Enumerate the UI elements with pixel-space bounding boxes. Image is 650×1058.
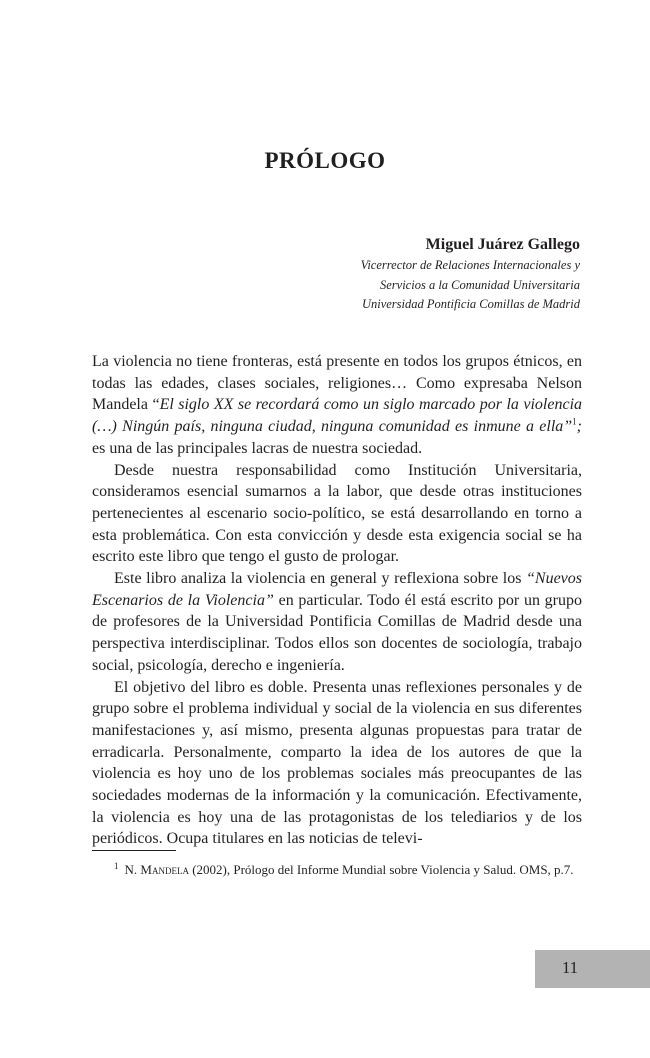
paragraph-2: Desde nuestra responsabilidad como Institución Universitaria, consideramos esencial sumarnos a la labor, que desde otras instituciones pertenecientes al escenario socio-político, se está desarrollando en torno a esta problemática. Con esta convicción y desde esta exigencia social se ha escrito este libro que tengo el gusto de prologar. (92, 461, 582, 566)
footnote-initial: N. (124, 862, 138, 877)
footnote-divider (92, 850, 176, 851)
affiliation-line-1: Vicerrector de Relaciones Internacionales y (360, 258, 580, 272)
book-title-italic: “Nuevos Escenarios de la Violencia” (92, 570, 582, 609)
mandela-quote: El siglo XX se recordará como un siglo marcado por la violencia (…) Ningún país, ninguna ciudad, ninguna comunidad es inmune a ella” (92, 396, 583, 436)
paragraph-1-text: La violencia no tiene fronteras, está presente en todos los grupos étnicos, en todas las edades, clases sociales, religiones… Como expresaba Nelson Mandela “ (92, 353, 582, 414)
paragraph-4: El objetivo del libro es doble. Presenta unas reflexiones personales y de grupo sobre el problema individual y social de la violencia en sus diferentes manifestaciones y, así mismo, presenta algunas propuestas para tratar de erradicarla. Personalmente, comparto la idea de los autores de que la violencia es hoy uno de los problemas sociales más preocupantes de las sociedades modernas de la información y la comunicación. Efectivamente, la violencia es hoy una de las protagonistas de los telediarios y de los periódicos. Ocupa titulares en las noticias de televi- (92, 678, 582, 848)
affiliation-line-3: Universidad Pontificia Comillas de Madrid (361, 297, 580, 311)
body-text (92, 351, 582, 850)
paragraph-3-text: Este libro analiza la violencia en general y reflexiona sobre los (114, 570, 526, 588)
author-name: Miguel Juárez Gallego (425, 236, 580, 253)
footnote (92, 860, 582, 880)
page-number: 11 (561, 958, 579, 977)
quote-semicolon: ; (576, 418, 582, 436)
paragraph-3 (92, 568, 582, 677)
footnote-author: Mandela (140, 862, 189, 877)
paragraph-1-end: es una de las principales lacras de nuestra sociedad. (92, 439, 423, 457)
affiliation-line-2: Servicios a la Comunidad Universitaria (380, 277, 580, 292)
paragraph-3-end: en particular. Todo él está escrito por un grupo de profesores de la Universidad Pontificia Comillas de Madrid desde una perspectiva interdisciplinar. Todos ellos son docentes de sociología, trabajo social, psicología, derecho e ingeniería. (92, 591, 583, 674)
page-number-tab (535, 950, 650, 988)
byline (180, 234, 580, 315)
page-title: PRÓLOGO (264, 148, 386, 173)
footnote-mark: 1 (114, 860, 119, 871)
footnote-text: (2002), Prólogo del Informe Mundial sobre Violencia y Salud. OMS, p.7. (192, 862, 574, 877)
paragraph-1 (92, 351, 582, 460)
footnote-reference: 1 (572, 416, 577, 427)
